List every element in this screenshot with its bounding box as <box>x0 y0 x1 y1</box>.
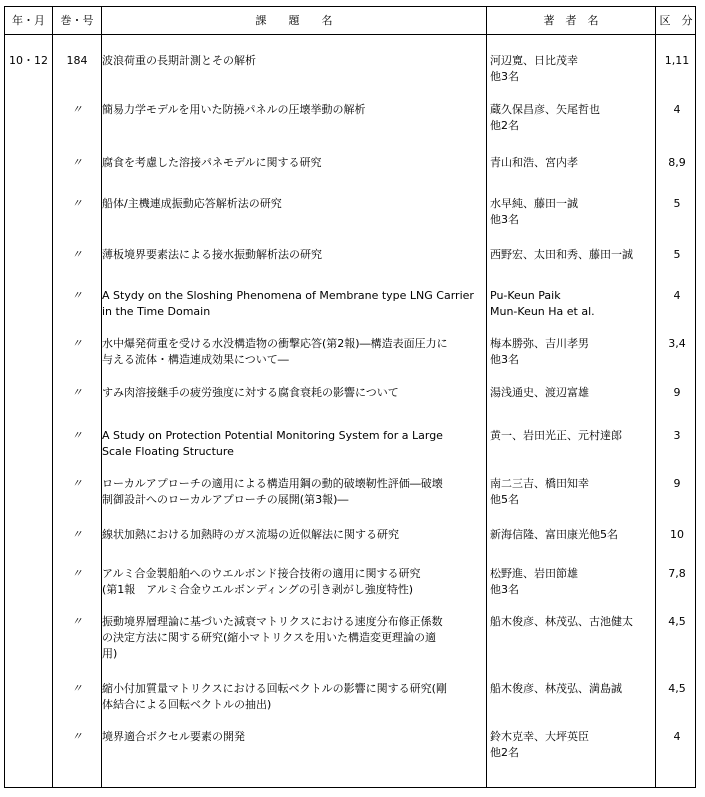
row-category-line: 9 <box>673 386 681 399</box>
row-title-line: in the Time Domain <box>102 305 211 318</box>
row-volume-no <box>53 527 101 543</box>
row-title <box>102 196 484 212</box>
row-authors-line: 他2名 <box>490 746 519 759</box>
row-category <box>658 428 696 444</box>
row-title-line: 線状加熱における加熱時のガス流場の近似解法に関する研究 <box>102 528 399 541</box>
row-title-line: A Study on Protection Potential Monitoring System for a Large <box>102 429 443 442</box>
header-authors: 著 者 名 <box>543 14 599 27</box>
row-category-line: 5 <box>673 197 681 210</box>
header-year-month: 年・月 <box>12 14 45 27</box>
row-volume-no <box>53 155 101 171</box>
row-title <box>102 476 484 508</box>
row-title <box>102 155 484 171</box>
row-authors <box>490 729 658 761</box>
row-volume-no <box>53 336 101 352</box>
row-category <box>658 155 696 171</box>
row-title <box>102 681 484 713</box>
row-authors <box>490 102 658 134</box>
row-authors <box>490 385 658 401</box>
row-volume-no-line: 〃 <box>71 477 83 490</box>
row-authors-line: 河辺寛、日比茂幸 <box>490 54 578 67</box>
row-volume-no-line: 〃 <box>71 103 83 116</box>
row-authors-line: 他3名 <box>490 353 519 366</box>
row-volume-no <box>53 53 101 69</box>
row-category <box>658 102 696 118</box>
row-volume-no-line: 〃 <box>71 386 83 399</box>
header-divider <box>5 34 695 35</box>
row-title-line: 腐食を考慮した溶接パネモデルに関する研究 <box>102 156 322 169</box>
row-category-line: 9 <box>673 477 681 490</box>
row-title <box>102 336 484 368</box>
row-category-line: 10 <box>670 528 684 541</box>
row-volume-no <box>53 428 101 444</box>
row-title-line: ローカルアプローチの適用による構造用鋼の動的破壊靭性評価―破壊 <box>102 477 443 490</box>
row-title <box>102 288 484 320</box>
row-authors <box>490 614 658 630</box>
row-category-line: 4,5 <box>668 615 686 628</box>
row-category-line: 8,9 <box>668 156 686 169</box>
row-volume-no-line: 184 <box>66 54 88 67</box>
row-volume-no <box>53 614 101 630</box>
row-title-line: すみ肉溶接継手の疲労強度に対する腐食衰耗の影響について <box>102 386 399 399</box>
row-title-line: 簡易力学モデルを用いた防撓パネルの圧壊挙動の解析 <box>102 103 366 116</box>
row-volume-no <box>53 196 101 212</box>
row-volume-no-line: 〃 <box>71 730 83 743</box>
row-category <box>658 566 696 582</box>
row-volume-no <box>53 476 101 492</box>
row-authors-line: 湯浅通史、渡辺富雄 <box>490 386 589 399</box>
row-authors <box>490 566 658 598</box>
row-authors-line: 黄一、岩田光正、元村達郎 <box>490 429 622 442</box>
row-authors <box>490 681 658 697</box>
row-title-line: 薄板境界要素法による接水振動解析法の研究 <box>102 248 322 261</box>
row-authors <box>490 527 658 543</box>
row-authors <box>490 428 658 444</box>
row-year-month-line: 10・12 <box>9 54 48 67</box>
row-authors-line: 他3名 <box>490 583 519 596</box>
column-divider <box>486 7 487 787</box>
row-authors <box>490 336 658 368</box>
row-title-line: 水中爆発荷重を受ける水没構造物の衝撃応答(第2報)―構造表面圧力に <box>102 337 448 350</box>
row-volume-no-line: 〃 <box>71 615 83 628</box>
row-title-line: 船体/主機連成振動応答解析法の研究 <box>102 197 282 210</box>
row-category-line: 7,8 <box>668 567 686 580</box>
row-title <box>102 247 484 263</box>
row-title-line: 制御設計へのローカルアプローチの展開(第3報)― <box>102 493 349 506</box>
row-category <box>658 527 696 543</box>
row-volume-no <box>53 385 101 401</box>
row-category <box>658 247 696 263</box>
row-title-line: 体結合による回転ベクトルの抽出) <box>102 698 272 711</box>
row-authors-line: 船木俊彦、林茂弘、古池健太 <box>490 615 633 628</box>
row-title-line: 縮小付加質量マトリクスにおける回転ベクトルの影響に関する研究(剛 <box>102 682 447 695</box>
row-volume-no-line: 〃 <box>71 528 83 541</box>
row-authors-line: 船木俊彦、林茂弘、満島誠 <box>490 682 622 695</box>
row-authors <box>490 247 658 263</box>
paper-list-table <box>4 6 696 788</box>
row-category <box>658 681 696 697</box>
row-authors <box>490 288 658 320</box>
row-title-line: A Stydy on the Sloshing Phenomena of Membrane type LNG Carrier <box>102 289 474 302</box>
row-title <box>102 428 484 460</box>
row-title-line: アルミ合金製船舶へのウエルボンド接合技術の適用に関する研究 <box>102 567 421 580</box>
row-category-line: 1,11 <box>664 54 690 67</box>
row-category-line: 4 <box>673 289 681 302</box>
row-category <box>658 729 696 745</box>
row-category <box>658 614 696 630</box>
row-authors-line: 松野進、岩田節雄 <box>490 567 578 580</box>
row-volume-no-line: 〃 <box>71 156 83 169</box>
row-authors-line: Pu-Keun Paik <box>490 289 561 302</box>
row-authors-line: 鈴木克幸、大坪英臣 <box>490 730 589 743</box>
header-volume-no: 巻・号 <box>60 14 94 27</box>
row-volume-no-line: 〃 <box>71 289 83 302</box>
row-volume-no-line: 〃 <box>71 248 83 261</box>
row-category <box>658 476 696 492</box>
row-year-month <box>5 53 52 69</box>
row-title-line: 波浪荷重の長期計測とその解析 <box>102 54 256 67</box>
row-category <box>658 336 696 352</box>
row-volume-no-line: 〃 <box>71 337 83 350</box>
row-authors-line: 南二三吉、橋田知幸 <box>490 477 589 490</box>
row-category <box>658 196 696 212</box>
row-volume-no <box>53 681 101 697</box>
row-volume-no-line: 〃 <box>71 567 83 580</box>
row-title-line: の決定方法に関する研究(縮小マトリクスを用いた構造変更理論の適 <box>102 631 436 644</box>
row-title <box>102 729 484 745</box>
row-title-line: Scale Floating Structure <box>102 445 234 458</box>
row-title <box>102 566 484 598</box>
row-volume-no <box>53 729 101 745</box>
row-category-line: 4 <box>673 103 681 116</box>
row-authors <box>490 476 658 508</box>
row-authors-line: 西野宏、太田和秀、藤田一誠 <box>490 248 633 261</box>
row-authors <box>490 53 658 85</box>
row-title <box>102 102 484 118</box>
row-authors-line: Mun-Keun Ha et al. <box>490 305 595 318</box>
row-category-line: 3,4 <box>668 337 686 350</box>
header-category: 区 分 <box>659 14 693 27</box>
row-volume-no <box>53 247 101 263</box>
row-title <box>102 527 484 543</box>
row-category <box>658 385 696 401</box>
row-authors-line: 水早純、藤田一誠 <box>490 197 578 210</box>
row-authors <box>490 196 658 228</box>
row-category-line: 4,5 <box>668 682 686 695</box>
row-authors-line: 梅本勝弥、吉川孝男 <box>490 337 589 350</box>
row-authors-line: 青山和浩、宮内孝 <box>490 156 578 169</box>
row-category-line: 4 <box>673 730 681 743</box>
row-volume-no <box>53 288 101 304</box>
row-authors-line: 蔵久保昌彦、矢尾哲也 <box>490 103 600 116</box>
row-volume-no <box>53 102 101 118</box>
row-volume-no-line: 〃 <box>71 197 83 210</box>
row-volume-no-line: 〃 <box>71 682 83 695</box>
row-title-line: (第1報 アルミ合金ウエルボンディングの引き剥がし強度特性) <box>102 583 414 596</box>
row-authors-line: 新海信隆、富田康光他5名 <box>490 528 618 541</box>
row-authors-line: 他2名 <box>490 119 519 132</box>
row-title-line: 用) <box>102 647 118 660</box>
row-title-line: 振動境界層理論に基づいた減衰マトリクスにおける速度分布修正係数 <box>102 615 443 628</box>
row-title-line: 境界適合ボクセル要素の開発 <box>102 730 245 743</box>
row-title <box>102 614 484 662</box>
row-category-line: 5 <box>673 248 681 261</box>
row-title-line: 与える流体・構造連成効果について― <box>102 353 289 366</box>
row-authors-line: 他3名 <box>490 213 519 226</box>
row-category <box>658 53 696 69</box>
row-category-line: 3 <box>673 429 681 442</box>
row-volume-no-line: 〃 <box>71 429 83 442</box>
row-authors <box>490 155 658 171</box>
row-title <box>102 385 484 401</box>
header-title: 課 題 名 <box>255 14 333 27</box>
row-authors-line: 他3名 <box>490 70 519 83</box>
row-category <box>658 288 696 304</box>
row-title <box>102 53 484 69</box>
row-authors-line: 他5名 <box>490 493 519 506</box>
row-volume-no <box>53 566 101 582</box>
